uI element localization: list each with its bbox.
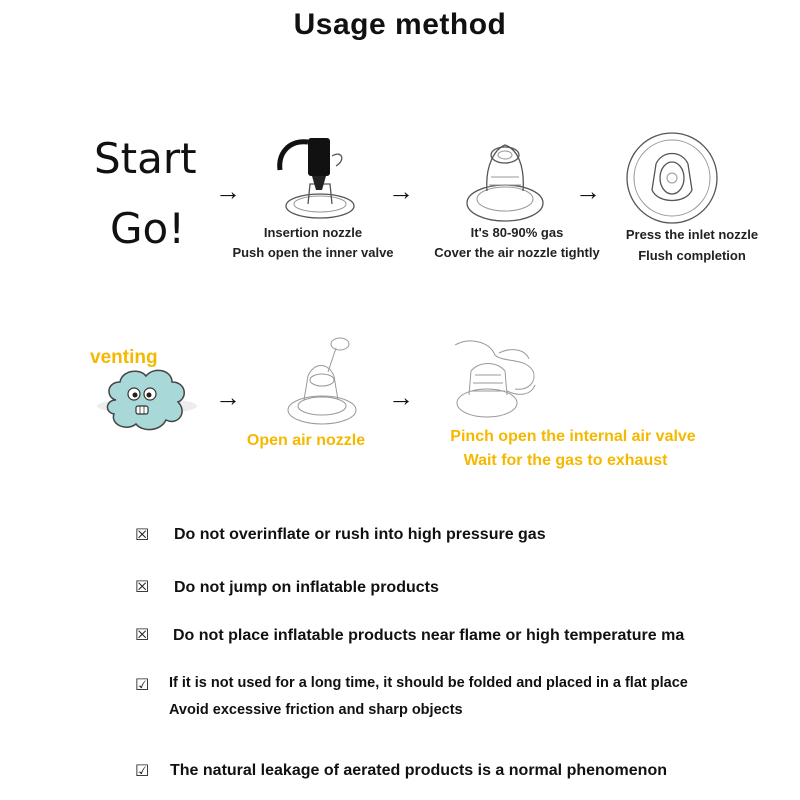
step4-line1: Open air nozzle xyxy=(246,432,366,449)
step2-line2: Cover the air nozzle tightly xyxy=(434,245,600,260)
note-4-line2: Avoid excessive friction and sharp objects xyxy=(169,702,463,718)
page-title: Usage method xyxy=(293,8,507,41)
step1-line1: Insertion nozzle xyxy=(263,225,363,240)
cross-box-icon: ☒ xyxy=(135,625,150,644)
arrow-5: → xyxy=(388,382,414,412)
valve-press-icon xyxy=(622,130,722,226)
go-label: Go! xyxy=(110,204,186,253)
open-nozzle-icon xyxy=(278,332,368,428)
valve-gas-icon xyxy=(455,135,555,225)
note-4: If it is not used for a long time, it should be folded and placed in a flat place xyxy=(169,675,688,691)
step3-line2: Flush completion xyxy=(638,248,746,263)
note-1: Do not overinflate or rush into high pressure gas xyxy=(174,526,546,543)
cross-box-icon: ☒ xyxy=(135,525,150,544)
start-label: Start xyxy=(94,134,197,183)
step1-line2: Push open the inner valve xyxy=(232,245,394,260)
venting-label: venting xyxy=(90,347,158,368)
note-2: Do not jump on inflatable products xyxy=(174,579,439,596)
step5-line2: Wait for the gas to exhaust xyxy=(463,452,668,469)
step3-line1: Press the inlet nozzle xyxy=(625,227,759,242)
arrow-3: → xyxy=(575,176,601,206)
pinch-valve-icon xyxy=(445,335,545,425)
step5-line1: Pinch open the internal air valve xyxy=(450,428,696,445)
arrow-1: → xyxy=(215,176,241,206)
note-3: Do not place inflatable products near flame or high temperature ma xyxy=(173,627,685,644)
arrow-2: → xyxy=(388,176,414,206)
cross-box-icon: ☒ xyxy=(135,577,150,596)
note-5: The natural leakage of aerated products is a normal phenomenon xyxy=(170,762,667,779)
arrow-4: → xyxy=(215,382,241,412)
step2-line1: It's 80-90% gas xyxy=(470,225,564,240)
cloud-face-icon xyxy=(92,362,202,442)
nozzle-insertion-icon xyxy=(270,132,370,222)
check-box-icon: ☑ xyxy=(135,675,150,694)
check-box-icon: ☑ xyxy=(135,761,150,780)
